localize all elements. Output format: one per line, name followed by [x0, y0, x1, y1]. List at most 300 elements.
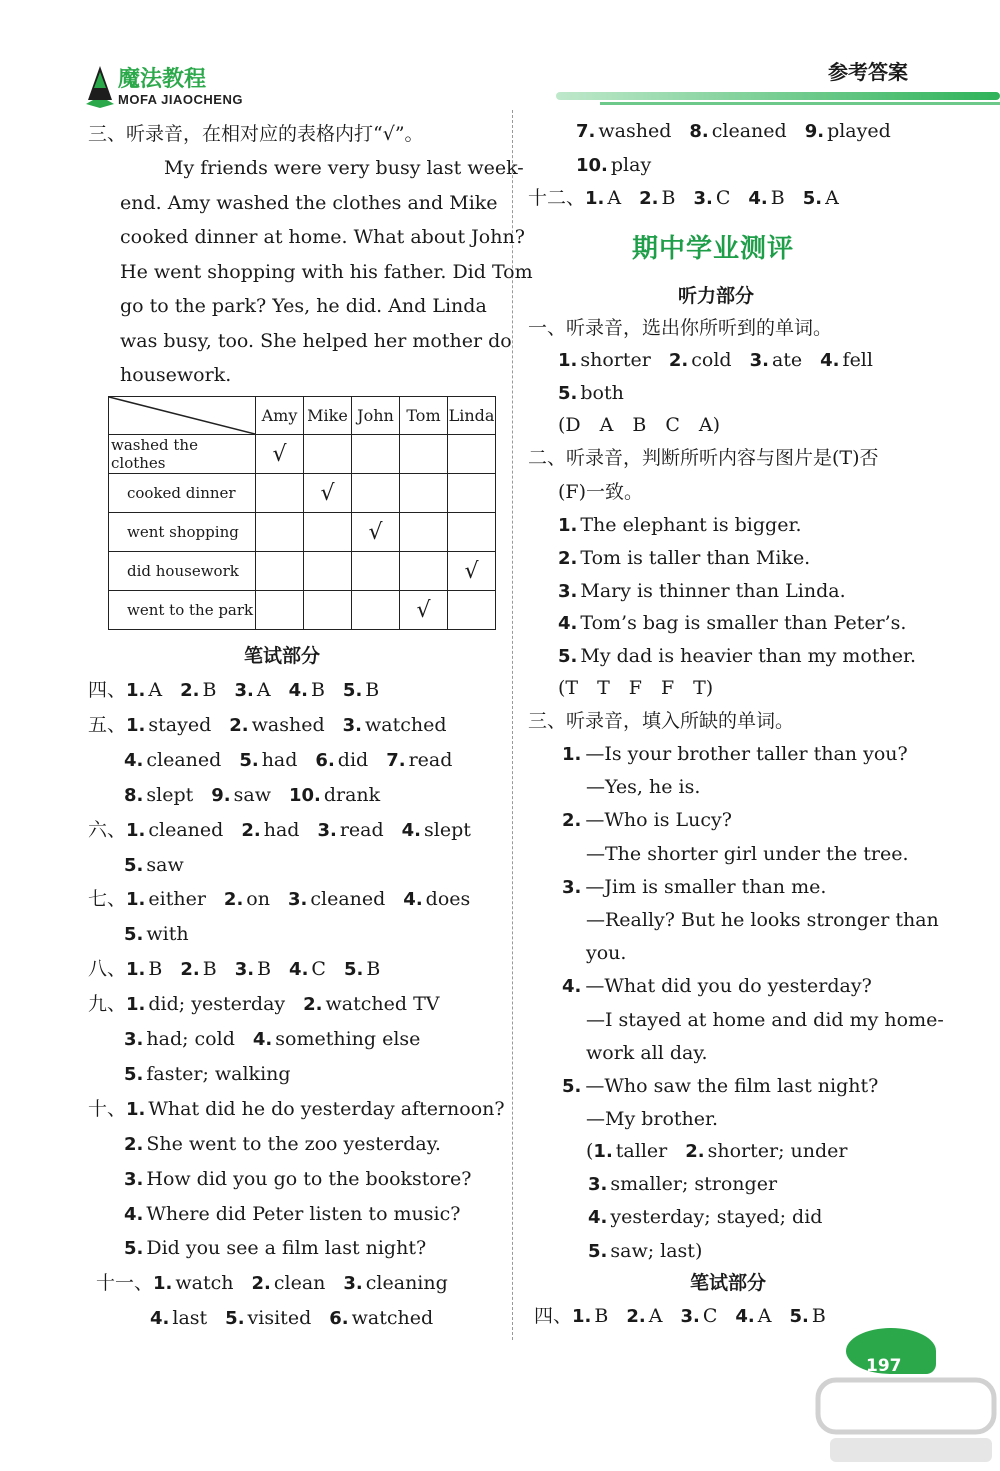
answer-number: 5. — [588, 1240, 608, 1262]
answer-text: A — [825, 187, 839, 209]
table-row-label: cooked dinner — [109, 474, 256, 513]
answer-item — [124, 1063, 291, 1085]
answer-text: B — [594, 1305, 609, 1327]
question-number: 四、 — [534, 1305, 573, 1327]
dialogue-line — [562, 1073, 878, 1100]
answer-text: clean — [273, 1272, 326, 1295]
answer-text: with — [146, 923, 189, 946]
answer-line — [88, 1131, 459, 1158]
midterm-title: 期中学业测评 — [632, 234, 795, 264]
answer-item — [124, 784, 193, 806]
question-number: 十二、 — [528, 187, 586, 209]
item-number: 4. — [562, 976, 582, 998]
dialogue-line — [586, 1040, 708, 1066]
answer-table — [108, 396, 496, 630]
answer-item — [225, 1307, 311, 1329]
answer-text: had — [263, 818, 300, 841]
dialogue-line — [586, 841, 909, 867]
question-number: 四、 — [88, 679, 127, 701]
answer-number: 8. — [689, 121, 709, 142]
answer-number: 3. — [317, 819, 337, 841]
answer-text: saw; last — [610, 1239, 695, 1262]
table-cell — [448, 552, 496, 591]
answer-item — [224, 888, 270, 910]
answer-number: 1. — [126, 714, 146, 736]
dialogue-line — [562, 874, 826, 901]
passage-line: housework. — [120, 364, 232, 386]
answer-text: cleaned — [310, 888, 386, 911]
passage-line: was busy, too. She helped her mother do — [120, 329, 512, 352]
table-cell — [352, 513, 400, 552]
answer-item — [315, 749, 368, 771]
answer-item — [790, 1305, 826, 1327]
answer-text: watched — [365, 713, 447, 736]
answer-item — [585, 187, 621, 209]
answer-number: 5. — [558, 383, 578, 404]
answer-text: does — [425, 888, 471, 911]
answer-number: 4. — [735, 1306, 755, 1327]
answer-number: 4. — [748, 188, 768, 209]
answer-item — [805, 120, 891, 142]
table-row-label: washed the clothes — [109, 435, 256, 474]
answer-item — [124, 749, 221, 771]
table-cell — [256, 474, 304, 513]
answer-text: fell — [842, 349, 873, 371]
table-cell — [448, 591, 496, 630]
table-cell — [448, 513, 496, 552]
check-mark: √ — [368, 519, 383, 545]
answer-text: read — [408, 748, 453, 771]
answer-number: 3. — [343, 1273, 363, 1295]
answer-number: 2. — [180, 680, 200, 701]
answer-number: 5. — [789, 1306, 809, 1327]
answer-item — [289, 784, 380, 806]
answer-item — [126, 958, 162, 980]
answer-number: 5. — [343, 959, 364, 981]
answer-text: cleaning — [365, 1272, 448, 1295]
answer-item — [303, 993, 439, 1015]
answer-text: slept — [424, 818, 471, 841]
answer-number: 3. — [342, 714, 362, 736]
table-corner-cell — [109, 397, 256, 435]
section-1-title: 一、听录音，选出你所听到的单词。 — [528, 317, 833, 339]
table-col-header: Mike — [304, 397, 352, 435]
answer-text: watch — [175, 1272, 234, 1295]
answer-text: How did you go to the bookstore? — [146, 1167, 472, 1190]
answer-item — [588, 1206, 822, 1228]
answer-number: 2. — [626, 1306, 646, 1327]
answer-number: 2. — [685, 1141, 705, 1162]
answer-number: 1. — [585, 188, 605, 209]
section-3-title-right: 三、听录音，填入所缺的单词。 — [528, 710, 795, 732]
statement-item — [558, 643, 916, 670]
answer-line — [88, 782, 398, 809]
answer-item — [820, 349, 873, 371]
table-cell — [352, 591, 400, 630]
dialogue-line — [562, 807, 732, 834]
answer-text: shorter; under — [707, 1140, 848, 1162]
answer-number: 9. — [804, 121, 825, 142]
section-2-title-cont: (F)一致。 — [558, 481, 644, 503]
answer-item — [558, 349, 651, 371]
question-number: 八、 — [88, 958, 127, 981]
answer-line — [88, 1026, 438, 1053]
answer-number: 9. — [211, 784, 231, 806]
answer-number: 3. — [749, 350, 769, 371]
answer-line — [528, 152, 669, 179]
check-mark: √ — [416, 597, 431, 623]
answer-text: washed — [598, 120, 672, 142]
table-cell — [304, 474, 352, 513]
answer-item — [150, 1307, 207, 1329]
answer-item — [239, 749, 297, 771]
dialogue-text: —What did you do yesterday? — [585, 975, 872, 998]
answer-line — [88, 677, 397, 704]
passage-line: end. Amy washed the clothes and Mike — [120, 191, 498, 214]
item-number: 2. — [558, 547, 578, 569]
answer-number: 5. — [239, 749, 259, 771]
answer-number: 4. — [124, 1203, 144, 1225]
check-mark: √ — [272, 441, 287, 467]
answer-number: 5. — [124, 1063, 144, 1085]
written-section-title: 笔试部分 — [244, 645, 321, 667]
answer-number: 7. — [576, 121, 596, 142]
answer-number: 5. — [124, 854, 144, 876]
answer-text: B — [365, 679, 380, 701]
answer-number: 5. — [342, 680, 363, 701]
answer-text: A — [148, 679, 163, 701]
answer-item — [386, 749, 452, 771]
answer-item — [124, 1203, 460, 1225]
page-number: 197 — [866, 1356, 902, 1376]
answer-number: 3. — [234, 959, 255, 981]
answer-item — [343, 1272, 447, 1294]
dialogue-line — [586, 1007, 944, 1033]
table-row-label: went shopping — [109, 513, 256, 552]
answer-line — [88, 956, 398, 983]
answer-number: 5. — [802, 188, 823, 209]
page-header-title: 参考答案 — [828, 60, 908, 84]
table-col-header: Linda — [448, 397, 496, 435]
open-paren: ( — [586, 1140, 594, 1162]
answer-item — [126, 679, 162, 701]
answer-number: 4. — [124, 749, 144, 771]
answer-number: 6. — [329, 1308, 349, 1330]
answer-text: had; cold — [146, 1028, 235, 1050]
table-cell — [400, 474, 448, 513]
answer-number: 5. — [124, 924, 144, 946]
answer-number: 10. — [288, 784, 321, 806]
answer-number: 6. — [315, 749, 335, 771]
dialogue-text: —Jim is smaller than me. — [585, 875, 827, 898]
answer-item — [126, 1098, 505, 1120]
table-cell — [304, 435, 352, 474]
answer-item — [252, 1272, 326, 1294]
answer-text: cold — [691, 349, 732, 371]
answer-item — [317, 819, 383, 841]
answer-text: watched TV — [325, 993, 440, 1016]
answer-text: faster; walking — [146, 1062, 291, 1085]
dialogue-text: —Yes, he is. — [586, 776, 701, 799]
answer-text: did — [337, 748, 369, 771]
logo-book-icon — [84, 58, 116, 108]
answer-text: C — [715, 187, 731, 209]
statement-item — [558, 545, 810, 572]
answer-line — [88, 1201, 478, 1228]
answer-number: 2. — [668, 350, 689, 371]
answer-number: 3. — [124, 1029, 144, 1050]
answer-item — [289, 679, 325, 701]
answer-line — [528, 185, 857, 212]
answer-text: saw — [146, 853, 184, 876]
answer-text: B — [148, 958, 163, 981]
answer-line — [88, 747, 470, 774]
answer-number: 3. — [693, 188, 713, 209]
logo-title: 魔法教程 — [118, 67, 207, 92]
item-number: 4. — [558, 613, 578, 635]
table-cell — [400, 435, 448, 474]
answer-number: 8. — [124, 784, 144, 806]
item-text: Tom’s bag is smaller than Peter’s. — [580, 612, 907, 635]
answer-text: C — [702, 1305, 718, 1327]
header-rule-thin — [600, 102, 1000, 105]
key-line — [588, 1238, 702, 1265]
answer-item — [288, 888, 385, 910]
answer-item — [153, 1272, 233, 1294]
answer-number: 3. — [680, 1306, 700, 1327]
answer-item — [685, 1140, 847, 1162]
answer-line — [88, 817, 489, 844]
answer-item — [126, 888, 206, 910]
answer-text: B — [202, 679, 217, 701]
answer-number: 2. — [180, 959, 200, 981]
key-line — [588, 1204, 840, 1231]
answer-line — [88, 921, 207, 948]
answer-item — [241, 819, 299, 841]
answer-line — [88, 1096, 523, 1123]
logo-subtitle: MOFA JIAOCHENG — [118, 92, 243, 107]
answer-number: 5. — [225, 1308, 245, 1330]
statement-item — [558, 578, 846, 605]
answer-number: 3. — [287, 889, 308, 911]
answer-text: A — [757, 1305, 772, 1327]
answer-item — [234, 679, 270, 701]
answer-item — [329, 1307, 433, 1329]
answer-text: drank — [323, 783, 381, 806]
check-mark: √ — [320, 480, 335, 506]
answer-text: A — [607, 187, 622, 209]
dialogue-line — [586, 940, 626, 966]
table-row-label: went to the park — [109, 591, 256, 630]
answer-text: visited — [247, 1307, 312, 1330]
written-section-title-right: 笔试部分 — [690, 1272, 767, 1294]
answer-text: B — [310, 679, 325, 701]
answer-item — [680, 1305, 717, 1327]
answer-number: 4. — [588, 1207, 608, 1229]
dialogue-text: —Who is Lucy? — [585, 809, 732, 832]
table-cell — [304, 591, 352, 630]
answer-text: ate — [771, 349, 803, 371]
answer-text: B — [257, 958, 272, 981]
answer-number: 1. — [153, 1273, 173, 1295]
header-rule — [556, 92, 1000, 100]
answer-item — [124, 1028, 235, 1050]
answer-number: 4. — [252, 1029, 273, 1050]
answer-item — [576, 154, 651, 176]
table-cell — [256, 591, 304, 630]
answer-line — [88, 886, 488, 913]
answer-item — [126, 819, 223, 841]
answer-text: had — [261, 748, 298, 771]
answer-line — [88, 712, 465, 739]
answer-item — [124, 1237, 426, 1259]
answer-text: C — [311, 958, 326, 981]
question-number: 五、 — [88, 713, 127, 736]
statement-item — [558, 512, 801, 539]
answer-number: 4. — [150, 1308, 170, 1330]
table-cell — [448, 474, 496, 513]
key-line — [586, 1138, 866, 1165]
dialogue-line — [586, 774, 700, 800]
table-cell — [400, 591, 448, 630]
answer-text: cleaned — [711, 120, 787, 142]
close-paren: ) — [694, 1239, 703, 1262]
answer-item — [289, 958, 326, 980]
answer-item — [402, 819, 471, 841]
table-cell — [400, 513, 448, 552]
key-line — [588, 1171, 795, 1198]
answer-number: 1. — [558, 350, 578, 371]
question-number: 九、 — [88, 993, 127, 1016]
answer-number: 1. — [593, 1141, 613, 1162]
answer-line — [88, 991, 457, 1018]
answer-text: something else — [275, 1028, 421, 1050]
answer-text: stayed — [148, 713, 212, 736]
answer-item — [593, 1140, 667, 1162]
answer-text: both — [580, 382, 624, 404]
answer-text: Did you see a film last night? — [146, 1237, 427, 1260]
question-number: 七、 — [88, 888, 127, 911]
dialogue-text: —Really? But he looks stronger than — [586, 909, 939, 931]
answer-item — [124, 923, 189, 945]
answer-item — [124, 1168, 471, 1190]
table-cell — [352, 552, 400, 591]
answer-item — [689, 120, 786, 142]
answer-text: A — [256, 679, 271, 701]
answer-item — [124, 854, 184, 876]
dialogue-text: —I stayed at home and did my home- — [586, 1008, 944, 1031]
check-mark: √ — [464, 558, 479, 584]
answer-number: 3. — [124, 1168, 144, 1190]
column-divider — [512, 110, 513, 1340]
answer-item — [343, 714, 447, 736]
table-cell — [304, 513, 352, 552]
item-number: 5. — [562, 1076, 582, 1097]
answer-number: 1. — [572, 1306, 592, 1327]
dialogue-line — [562, 973, 872, 1000]
answer-number: 2. — [303, 994, 323, 1016]
answer-text: watched — [351, 1307, 434, 1330]
answer-text: taller — [615, 1140, 668, 1162]
answer-text: on — [246, 888, 270, 911]
answer-number: 1. — [126, 889, 146, 911]
table-cell — [400, 552, 448, 591]
answer-number: 2. — [251, 1273, 271, 1295]
answer-item — [748, 187, 784, 209]
answer-item — [126, 993, 285, 1015]
table-cell — [256, 552, 304, 591]
section-2-title: 二、听录音，判断所听内容与图片是(T)否 — [528, 447, 879, 469]
table-cell — [448, 435, 496, 474]
section-3-title: 三、听录音，在相对应的表格内打“√”。 — [88, 123, 424, 145]
answer-text: B — [661, 187, 676, 209]
passage-line: cooked dinner at home. What about John? — [120, 226, 525, 248]
answer-number: 1. — [126, 959, 146, 981]
answer-item — [180, 958, 216, 980]
dialogue-text: —Who saw the film last night? — [585, 1075, 879, 1097]
logo — [84, 58, 116, 108]
answer-text: cleaned — [146, 748, 222, 771]
answer-item — [126, 714, 211, 736]
answer-line — [88, 1061, 309, 1088]
item-text: The elephant is bigger. — [580, 514, 802, 536]
answer-text: either — [148, 888, 206, 911]
table-cell — [256, 435, 304, 474]
table-cell — [304, 552, 352, 591]
dialogue-text: work all day. — [586, 1041, 708, 1064]
item-text: Tom is taller than Mike. — [580, 546, 811, 569]
table-row — [109, 513, 496, 552]
answer-number: 1. — [126, 680, 146, 701]
answer-line — [88, 852, 202, 879]
item-number: 1. — [558, 515, 578, 536]
answer-item — [803, 187, 839, 209]
statement-item — [558, 610, 906, 637]
dialogue-line — [586, 1106, 718, 1132]
answer-number: 4. — [288, 680, 308, 701]
answer-text: Where did Peter listen to music? — [146, 1202, 461, 1225]
answer-text: washed — [251, 713, 325, 736]
table-header-row — [109, 397, 496, 435]
table-row-label: did housework — [109, 552, 256, 591]
table-col-header: Tom — [400, 397, 448, 435]
answer-item — [576, 120, 671, 142]
table-row — [109, 435, 496, 474]
table-cell — [352, 474, 400, 513]
answer-text: played — [827, 120, 891, 142]
answer-line — [558, 380, 642, 407]
answer-number: 3. — [234, 680, 254, 701]
answer-line — [114, 1305, 451, 1332]
answer-text: yesterday; stayed; did — [610, 1206, 823, 1229]
diagonal-line — [109, 397, 255, 434]
answer-number: 10. — [576, 154, 608, 176]
table-cell — [256, 513, 304, 552]
answer-line — [88, 1235, 444, 1262]
answer-text: slept — [146, 783, 194, 806]
item-number: 3. — [562, 876, 582, 898]
dialogue-text: —Is your brother taller than you? — [585, 743, 908, 765]
answer-item — [669, 349, 732, 371]
answer-text: She went to the zoo yesterday. — [146, 1132, 441, 1155]
answer-number: 4. — [401, 819, 422, 841]
table-cell — [352, 435, 400, 474]
section-1-key: (D A B C A) — [558, 414, 721, 436]
answer-line — [96, 1270, 466, 1297]
passage-line: My friends were very busy last week- — [164, 157, 524, 179]
answer-item — [735, 1305, 771, 1327]
answer-item — [558, 382, 624, 404]
